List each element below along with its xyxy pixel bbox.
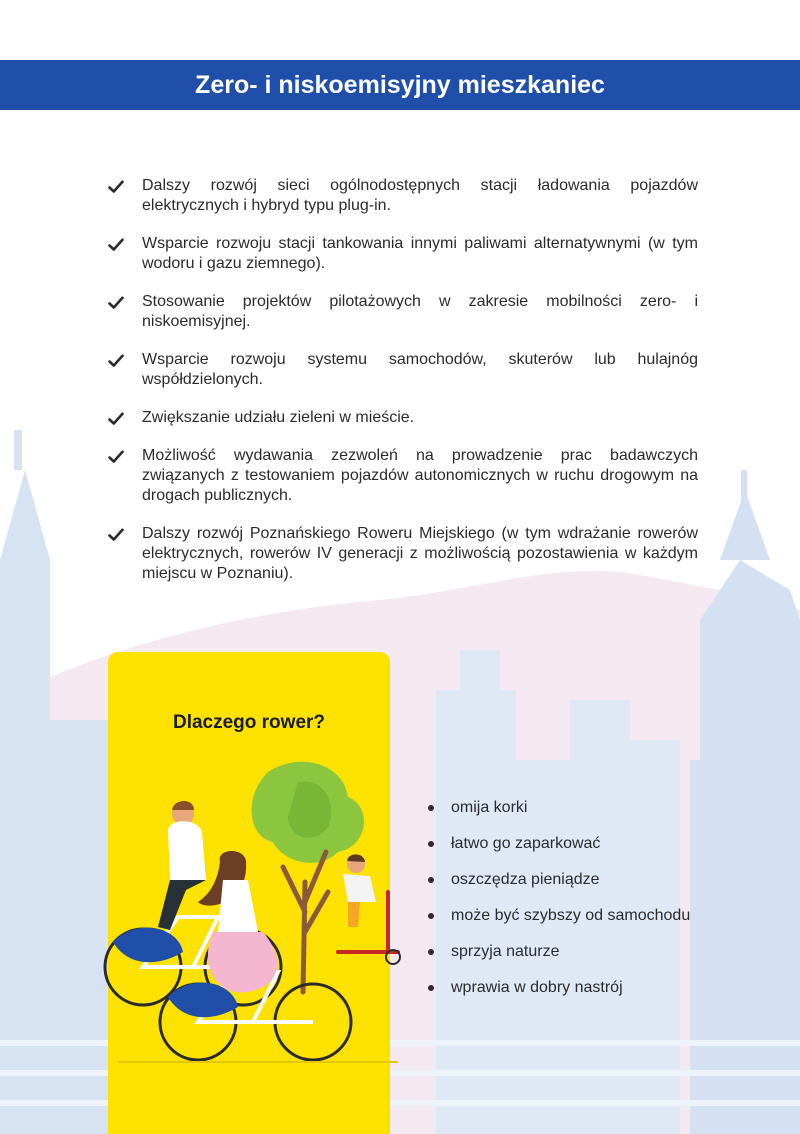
checklist-item <box>108 408 698 428</box>
checklist-item <box>108 234 698 274</box>
checklist-item <box>108 524 698 584</box>
benefit-item <box>428 790 690 826</box>
benefit-text: może być szybszy od samochodu <box>451 907 691 924</box>
checklist-item-text: Stosowanie projektów pilotażowych w zakresie mobilności zero- i niskoemisyjnej. <box>142 293 698 330</box>
checklist-item-text: Możliwość wydawania zezwoleń na prowadzenie prac badawczych związanych z testowaniem pojazdów autonomicznych w ruchu drogowym na drogach publicznych. <box>142 447 698 504</box>
measures-checklist <box>108 176 698 602</box>
bullet-icon <box>428 841 434 847</box>
bullet-icon <box>428 913 434 919</box>
why-bike-title: Dlaczego rower? <box>172 712 326 733</box>
section-title: Zero- i niskoemisyjny mieszkaniec <box>195 70 605 99</box>
checklist-item-text: Wsparcie rozwoju systemu samochodów, skuterów lub hulajnóg współdzielonych. <box>142 351 698 388</box>
checklist-item <box>108 350 698 390</box>
checklist-item <box>108 176 698 216</box>
check-icon <box>108 292 142 310</box>
section-header-banner <box>0 60 800 110</box>
check-icon <box>108 176 142 194</box>
bullet-icon <box>428 985 434 991</box>
benefit-item <box>428 898 690 934</box>
checklist-item <box>108 446 698 506</box>
benefit-item <box>428 862 690 898</box>
check-icon <box>108 446 142 464</box>
checklist-item-text: Dalszy rozwój sieci ogólnodostępnych stacji ładowania pojazdów elektrycznych i hybryd typu plug-in. <box>142 177 698 214</box>
benefit-item <box>428 970 690 1006</box>
bullet-icon <box>428 949 434 955</box>
check-icon <box>108 350 142 368</box>
check-icon <box>108 234 142 252</box>
family-cycling-illustration <box>98 752 408 1072</box>
benefit-item <box>428 826 690 862</box>
benefit-text: oszczędza pieniądze <box>451 871 600 888</box>
checklist-item-text: Wsparcie rozwoju stacji tankowania innymi paliwami alternatywnymi (w tym wodoru i gazu ziemnego). <box>142 235 698 272</box>
benefit-text: łatwo go zaparkować <box>451 835 601 852</box>
checklist-item-text: Dalszy rozwój Poznańskiego Roweru Miejskiego (w tym wdrażanie rowerów elektrycznych, rowerów IV generacji z możliwością pozostawienia w każdym miejscu w Poznaniu). <box>142 525 698 582</box>
benefit-item <box>428 934 690 970</box>
benefit-text: wprawia w dobry nastrój <box>451 979 623 996</box>
bike-benefits-list <box>428 790 690 1006</box>
checklist-item-text: Zwiększanie udziału zieleni w mieście. <box>142 409 415 426</box>
checklist-item <box>108 292 698 332</box>
benefit-text: sprzyja naturze <box>451 943 560 960</box>
bullet-icon <box>428 805 434 811</box>
check-icon <box>108 408 142 426</box>
bullet-icon <box>428 877 434 883</box>
benefit-text: omija korki <box>451 799 528 816</box>
why-bike-card <box>108 652 390 1134</box>
check-icon <box>108 524 142 542</box>
